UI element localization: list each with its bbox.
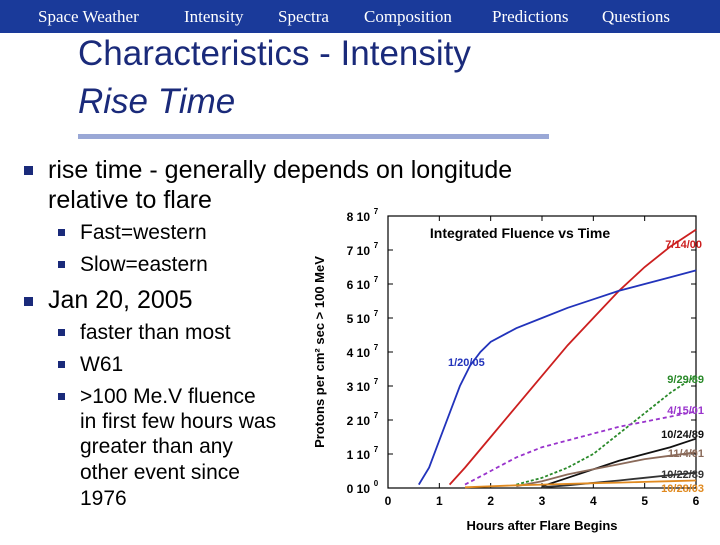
sub-bullet-marker — [58, 229, 65, 236]
sub-bullet-fast-western: Fast=western — [80, 221, 207, 244]
x-tick-label: 2 — [487, 494, 495, 508]
sub-bullet-faster: faster than most — [80, 321, 231, 344]
x-tick-label: 0 — [384, 494, 392, 508]
top-nav-bar — [0, 0, 720, 33]
sub-bullet-marker — [58, 261, 65, 268]
x-tick-label: 5 — [641, 494, 649, 508]
series-label-3: 4/15/01 — [667, 405, 704, 417]
y-tick-label: 3 10 — [346, 380, 370, 394]
sub-bullet-fluence-line4: other event since — [80, 461, 240, 484]
nav-predictions[interactable]: Predictions — [492, 7, 569, 26]
bullet-marker — [24, 297, 33, 306]
sub-bullet-marker — [58, 361, 65, 368]
sub-bullet-fluence-line2: in first few hours was — [80, 410, 277, 433]
chart-title: Integrated Fluence vs Time — [429, 225, 611, 241]
sub-bullet-fluence-line1: >100 Me.V fluence — [80, 385, 256, 408]
title-divider — [78, 134, 549, 139]
sub-bullet-marker — [58, 329, 65, 336]
series-label-1: 1/20/05 — [448, 357, 485, 369]
bullet-rise-time-line2: relative to flare — [48, 186, 212, 214]
bullet-marker — [24, 166, 33, 175]
y-tick-exponent: 7 — [373, 208, 379, 216]
nav-composition[interactable]: Composition — [364, 7, 452, 26]
y-tick-exponent: 7 — [373, 275, 379, 284]
y-tick-label: 0 10 — [346, 482, 370, 496]
y-axis-label: Protons per cm² sec > 100 MeV — [312, 256, 327, 448]
y-tick-exponent: 7 — [373, 445, 379, 454]
y-tick-label: 6 10 — [346, 278, 370, 292]
nav-space-weather[interactable]: Space Weather — [38, 7, 139, 26]
series-label-0: 7/14/00 — [665, 239, 702, 251]
nav-questions[interactable]: Questions — [602, 7, 670, 26]
nav-intensity[interactable]: Intensity — [184, 7, 244, 26]
y-tick-exponent: 7 — [373, 411, 379, 420]
x-tick-label: 4 — [589, 494, 597, 508]
fluence-chart-svg — [300, 208, 720, 540]
y-tick-label: 7 10 — [346, 244, 370, 258]
y-tick-label: 8 10 — [346, 210, 370, 224]
sub-bullet-marker — [58, 393, 65, 400]
series-label-2: 9/29/89 — [667, 374, 704, 386]
sub-bullet-fluence-line3: greater than any — [80, 435, 233, 458]
x-axis-label: Hours after Flare Begins — [466, 518, 618, 533]
y-tick-label: 1 10 — [346, 448, 370, 462]
fluence-chart — [300, 208, 720, 540]
sub-bullet-w61: W61 — [80, 353, 124, 376]
page-title: Characteristics - Intensity — [78, 34, 471, 73]
y-tick-exponent: 7 — [373, 241, 379, 250]
y-tick-exponent: 7 — [373, 377, 379, 386]
page-subtitle: Rise Time — [78, 82, 236, 121]
series-label-7: 10/28/03 — [661, 483, 704, 495]
y-tick-label: 5 10 — [346, 312, 370, 326]
y-tick-exponent: 7 — [373, 309, 379, 318]
series-label-4: 10/24/89 — [661, 429, 704, 441]
y-tick-label: 4 10 — [346, 346, 370, 360]
x-tick-label: 3 — [538, 494, 546, 508]
nav-spectra[interactable]: Spectra — [278, 7, 329, 26]
y-tick-exponent: 7 — [373, 343, 379, 352]
bullet-jan-2005: Jan 20, 2005 — [48, 286, 193, 314]
bullet-rise-time-line1: rise time - generally depends on longitude — [48, 156, 513, 184]
y-tick-exponent: 0 — [373, 479, 379, 488]
sub-bullet-slow-eastern: Slow=eastern — [80, 253, 208, 276]
x-tick-label: 6 — [692, 494, 700, 508]
y-tick-label: 2 10 — [346, 414, 370, 428]
x-tick-label: 1 — [435, 494, 443, 508]
series-label-5: 11/4/01 — [667, 448, 704, 460]
series-label-6: 10/22/89 — [661, 469, 704, 481]
sub-bullet-fluence-line5: 1976 — [80, 487, 127, 510]
